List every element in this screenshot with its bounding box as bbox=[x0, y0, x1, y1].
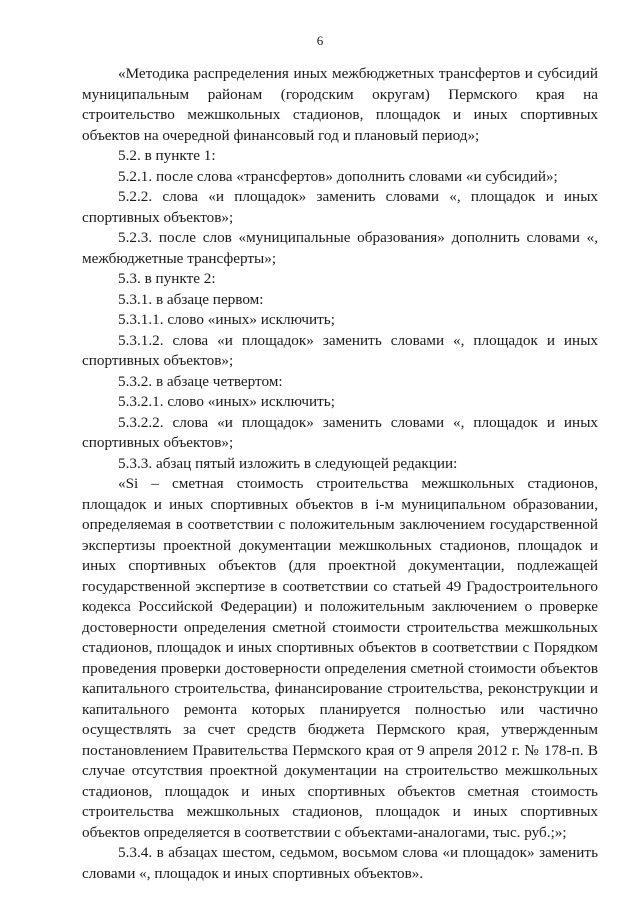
paragraph-5-3-1: 5.3.1. в абзаце первом: bbox=[118, 290, 264, 308]
paragraph-si-definition: «Si – сметная стоимость строительства межшкольных стадионов, площадок и иных спортивных объектов в i-м муниципальном образовании, определяемая в соответствии с положительным заключением государственной экспертизы проектной документации межшкольных стадионов, площадок и иных спортивных объектов (для проектной документации, подлежащей государственной экспертизе в соответствии со статьей 49 Градостроительного кодекса Российской Федерации) и положительным заключением о проверке достоверности определения сметной стоимости строительства межшкольных стадионов, площадок и иных спортивных объектов в соответствии с Порядком проведения проверки достоверности определения сметной стоимости объектов капитального строительства, финансирование строительства, реконструкции и капитального ремонта которых планируется полностью или частично осуществлять за счет средств бюджета Пермского края, утвержденным постановлением Правительства Пермского края от 9 апреля 2012 г. № 178-п. В случае отсутствия проектной документации на строительство межшкольных стадионов, площадок и иных спортивных объектов сметная стоимость строительства межшкольных стадионов, площадок и иных спортивных объектов определяется в соответствии с объектами-аналогами, тыс. руб.;»; bbox=[82, 475, 598, 841]
paragraph-5-3-2: 5.3.2. в абзаце четвертом: bbox=[118, 372, 283, 390]
document-body bbox=[82, 64, 598, 884]
paragraph-5-2-3: 5.2.3. после слов «муниципальные образования» дополнить словами «, межбюджетные трансферты»; bbox=[82, 229, 598, 267]
paragraph-5-3-1-1: 5.3.1.1. слово «иных» исключить; bbox=[118, 311, 335, 328]
paragraph-5-3-3: 5.3.3. абзац пятый изложить в следующей редакции: bbox=[118, 454, 458, 472]
paragraph-5-3-1-2: 5.3.1.2. слова «и площадок» заменить словами «, площадок и иных спортивных объектов»; bbox=[82, 331, 598, 369]
paragraph-5-3-2-2: 5.3.2.2. слова «и площадок» заменить словами «, площадок и иных спортивных объектов»; bbox=[82, 413, 598, 451]
paragraph-5-2-2: 5.2.2. слова «и площадок» заменить словами «, площадок и иных спортивных объектов»; bbox=[82, 188, 598, 226]
paragraph-methodology-title: «Методика распределения иных межбюджетных трансфертов и субсидий муниципальным районам (городским округам) Пермского края на строительство межшкольных стадионов, площадок и иных спортивных объектов на очередной финансовый год и плановый период»; bbox=[82, 65, 598, 144]
paragraph-5-3-2-1: 5.3.2.1. слово «иных» исключить; bbox=[118, 393, 335, 410]
paragraph-5-2-1: 5.2.1. после слова «трансфертов» дополнить словами «и субсидий»; bbox=[118, 167, 558, 185]
paragraph-5-2: 5.2. в пункте 1: bbox=[118, 147, 216, 164]
paragraph-5-3: 5.3. в пункте 2: bbox=[118, 270, 216, 287]
paragraph-5-3-4: 5.3.4. в абзацах шестом, седьмом, восьмом слова «и площадок» заменить словами «, площадок и иных спортивных объектов». bbox=[82, 844, 598, 882]
page-number: 6 bbox=[316, 33, 324, 48]
